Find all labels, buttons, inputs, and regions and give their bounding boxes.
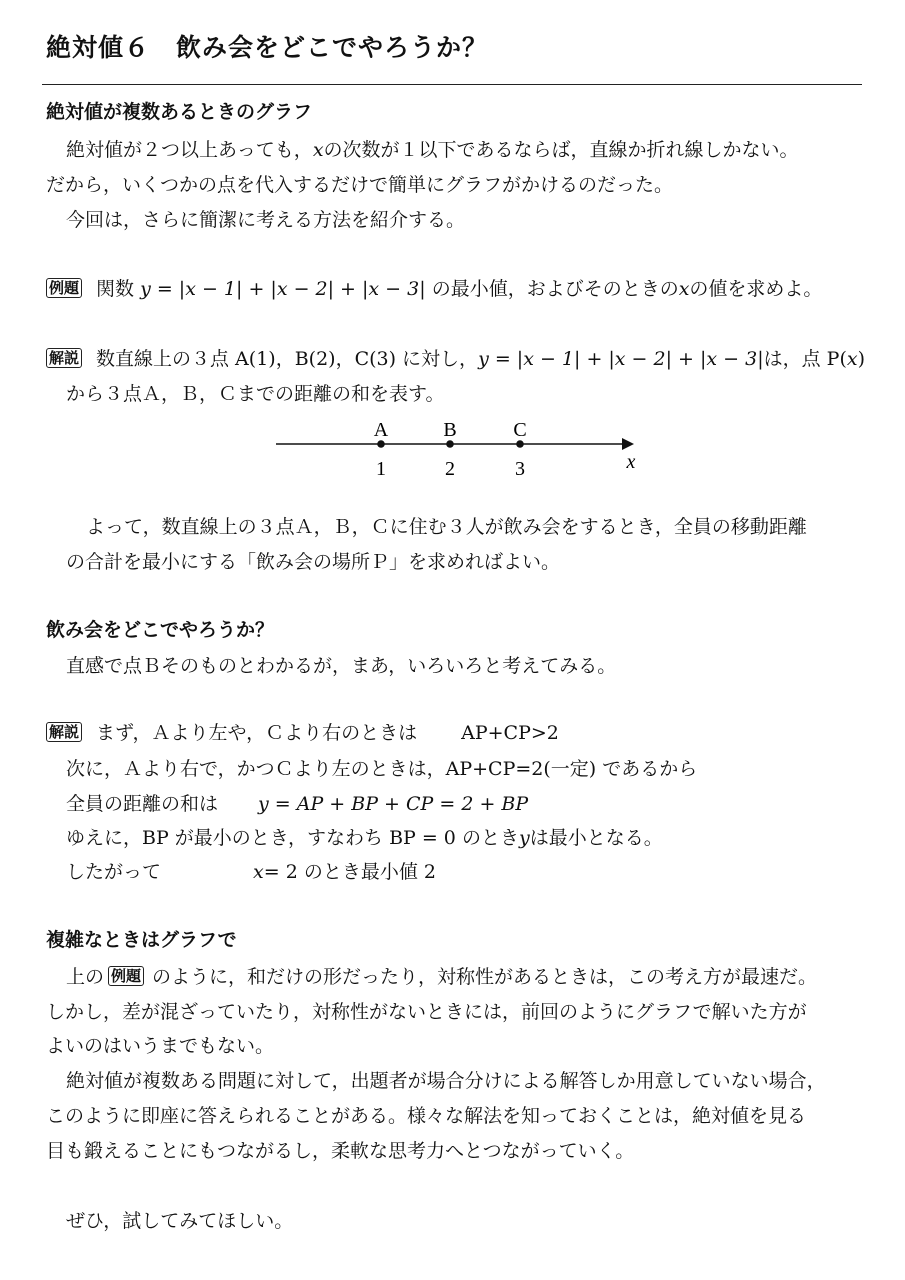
- solution-tag: 解説: [46, 722, 82, 742]
- example-formula: y = |x − 1| + |x − 2| + |x − 3|: [140, 278, 426, 300]
- axis-label-x: x: [626, 451, 636, 473]
- paragraph-line: 上の 例題 のように，和だけの形だったり，対称性があるときは，この考え方が最速だ。: [66, 966, 818, 988]
- solution-tag: 解説: [46, 348, 82, 368]
- point-a-value: 1: [376, 458, 386, 480]
- section-heading-party: 飲み会をどこでやろうか？: [46, 619, 275, 641]
- paragraph-line: 目も鍛えることにもつながるし，柔軟な思考力へとつながっていく。: [46, 1140, 635, 1162]
- section-heading-complex: 複雑なときはグラフで: [46, 929, 237, 951]
- solution-line: 全員の距離の和は y = AP + BP + CP = 2 + BP: [66, 793, 529, 815]
- example-tag: 例題: [46, 278, 82, 298]
- solution-line: ゆえに，BP が最小のとき，すなわち BP = 0 のときyは最小となる。: [66, 827, 663, 849]
- number-line-arrow: [622, 438, 634, 450]
- paragraph-line: 今回は，さらに簡潔に考える方法を紹介する。: [66, 209, 466, 231]
- point-c-value: 3: [515, 458, 525, 480]
- title-divider: [42, 84, 862, 85]
- paragraph-line: だから，いくつかの点を代入するだけで簡単にグラフがかけるのだった。: [46, 174, 674, 196]
- section-heading-graph: 絶対値が複数あるときのグラフ: [46, 101, 313, 123]
- example-tag-reference: 例題: [108, 966, 144, 986]
- number-line-diagram: [270, 414, 650, 484]
- paragraph-line: 直感で点Ｂそのものとわかるが，まあ，いろいろと考えてみる。: [66, 655, 617, 677]
- number-line-point-a: [374, 419, 389, 480]
- paragraph-line: よいのはいうまでもない。: [46, 1035, 275, 1057]
- point-b-label: B: [443, 419, 457, 441]
- point-c-label: C: [513, 419, 527, 441]
- solution-formula: y = |x − 1| + |x − 2| + |x − 3|: [478, 348, 764, 370]
- example-problem: 例題 関数 y = |x − 1| + |x − 2| + |x − 3| の最小値，およびそのときのxの値を求めよ。: [46, 274, 822, 301]
- paragraph-line: 絶対値が２つ以上あっても，xの次数が１以下であるならば，直線か折れ線しかない。: [66, 139, 799, 161]
- point-b-value: 2: [445, 458, 455, 480]
- solution-line: 次に，Ａより右で，かつＣより左のときは，AP+CP=2(一定) であるから: [66, 758, 698, 780]
- solution-line: 解説 まず，Ａより左や，Ｃより右のときは AP+CP>2: [46, 718, 559, 745]
- paragraph-line: このように即座に答えられることがある。様々な解法を知っておくことは，絶対値を見る: [46, 1105, 807, 1127]
- number-line-point-b: [443, 419, 456, 480]
- paragraph-line: 絶対値が複数ある問題に対して，出題者が場合分けによる解答しか用意していない場合，: [66, 1070, 826, 1092]
- solution-line: したがって x= 2 のとき最小値 2: [66, 861, 436, 883]
- solution-line: 解説 数直線上の３点 A(1)，B(2)，C(3) に対し，y = |x − 1| + |x − 2| + |x − 3|は，点 P(x): [46, 344, 865, 371]
- paragraph-line: の合計を最小にする「飲み会の場所Ｐ」を求めればよい。: [66, 551, 561, 573]
- closing-line: ぜひ，試してみてほしい。: [66, 1210, 294, 1232]
- paragraph-line: しかし，差が混ざっていたり，対称性がないときには，前回のようにグラフで解いた方が: [46, 1001, 807, 1023]
- point-a-label: A: [373, 419, 389, 441]
- page-title: 絶対値６ 飲み会をどこでやろうか？: [46, 33, 489, 62]
- solution-line: から３点Ａ，Ｂ，Ｃまでの距離の和を表す。: [66, 383, 445, 405]
- paragraph-line: よって，数直線上の３点Ａ，Ｂ，Ｃに住む３人が飲み会をするとき，全員の移動距離: [86, 516, 807, 538]
- number-line-point-c: [513, 419, 526, 480]
